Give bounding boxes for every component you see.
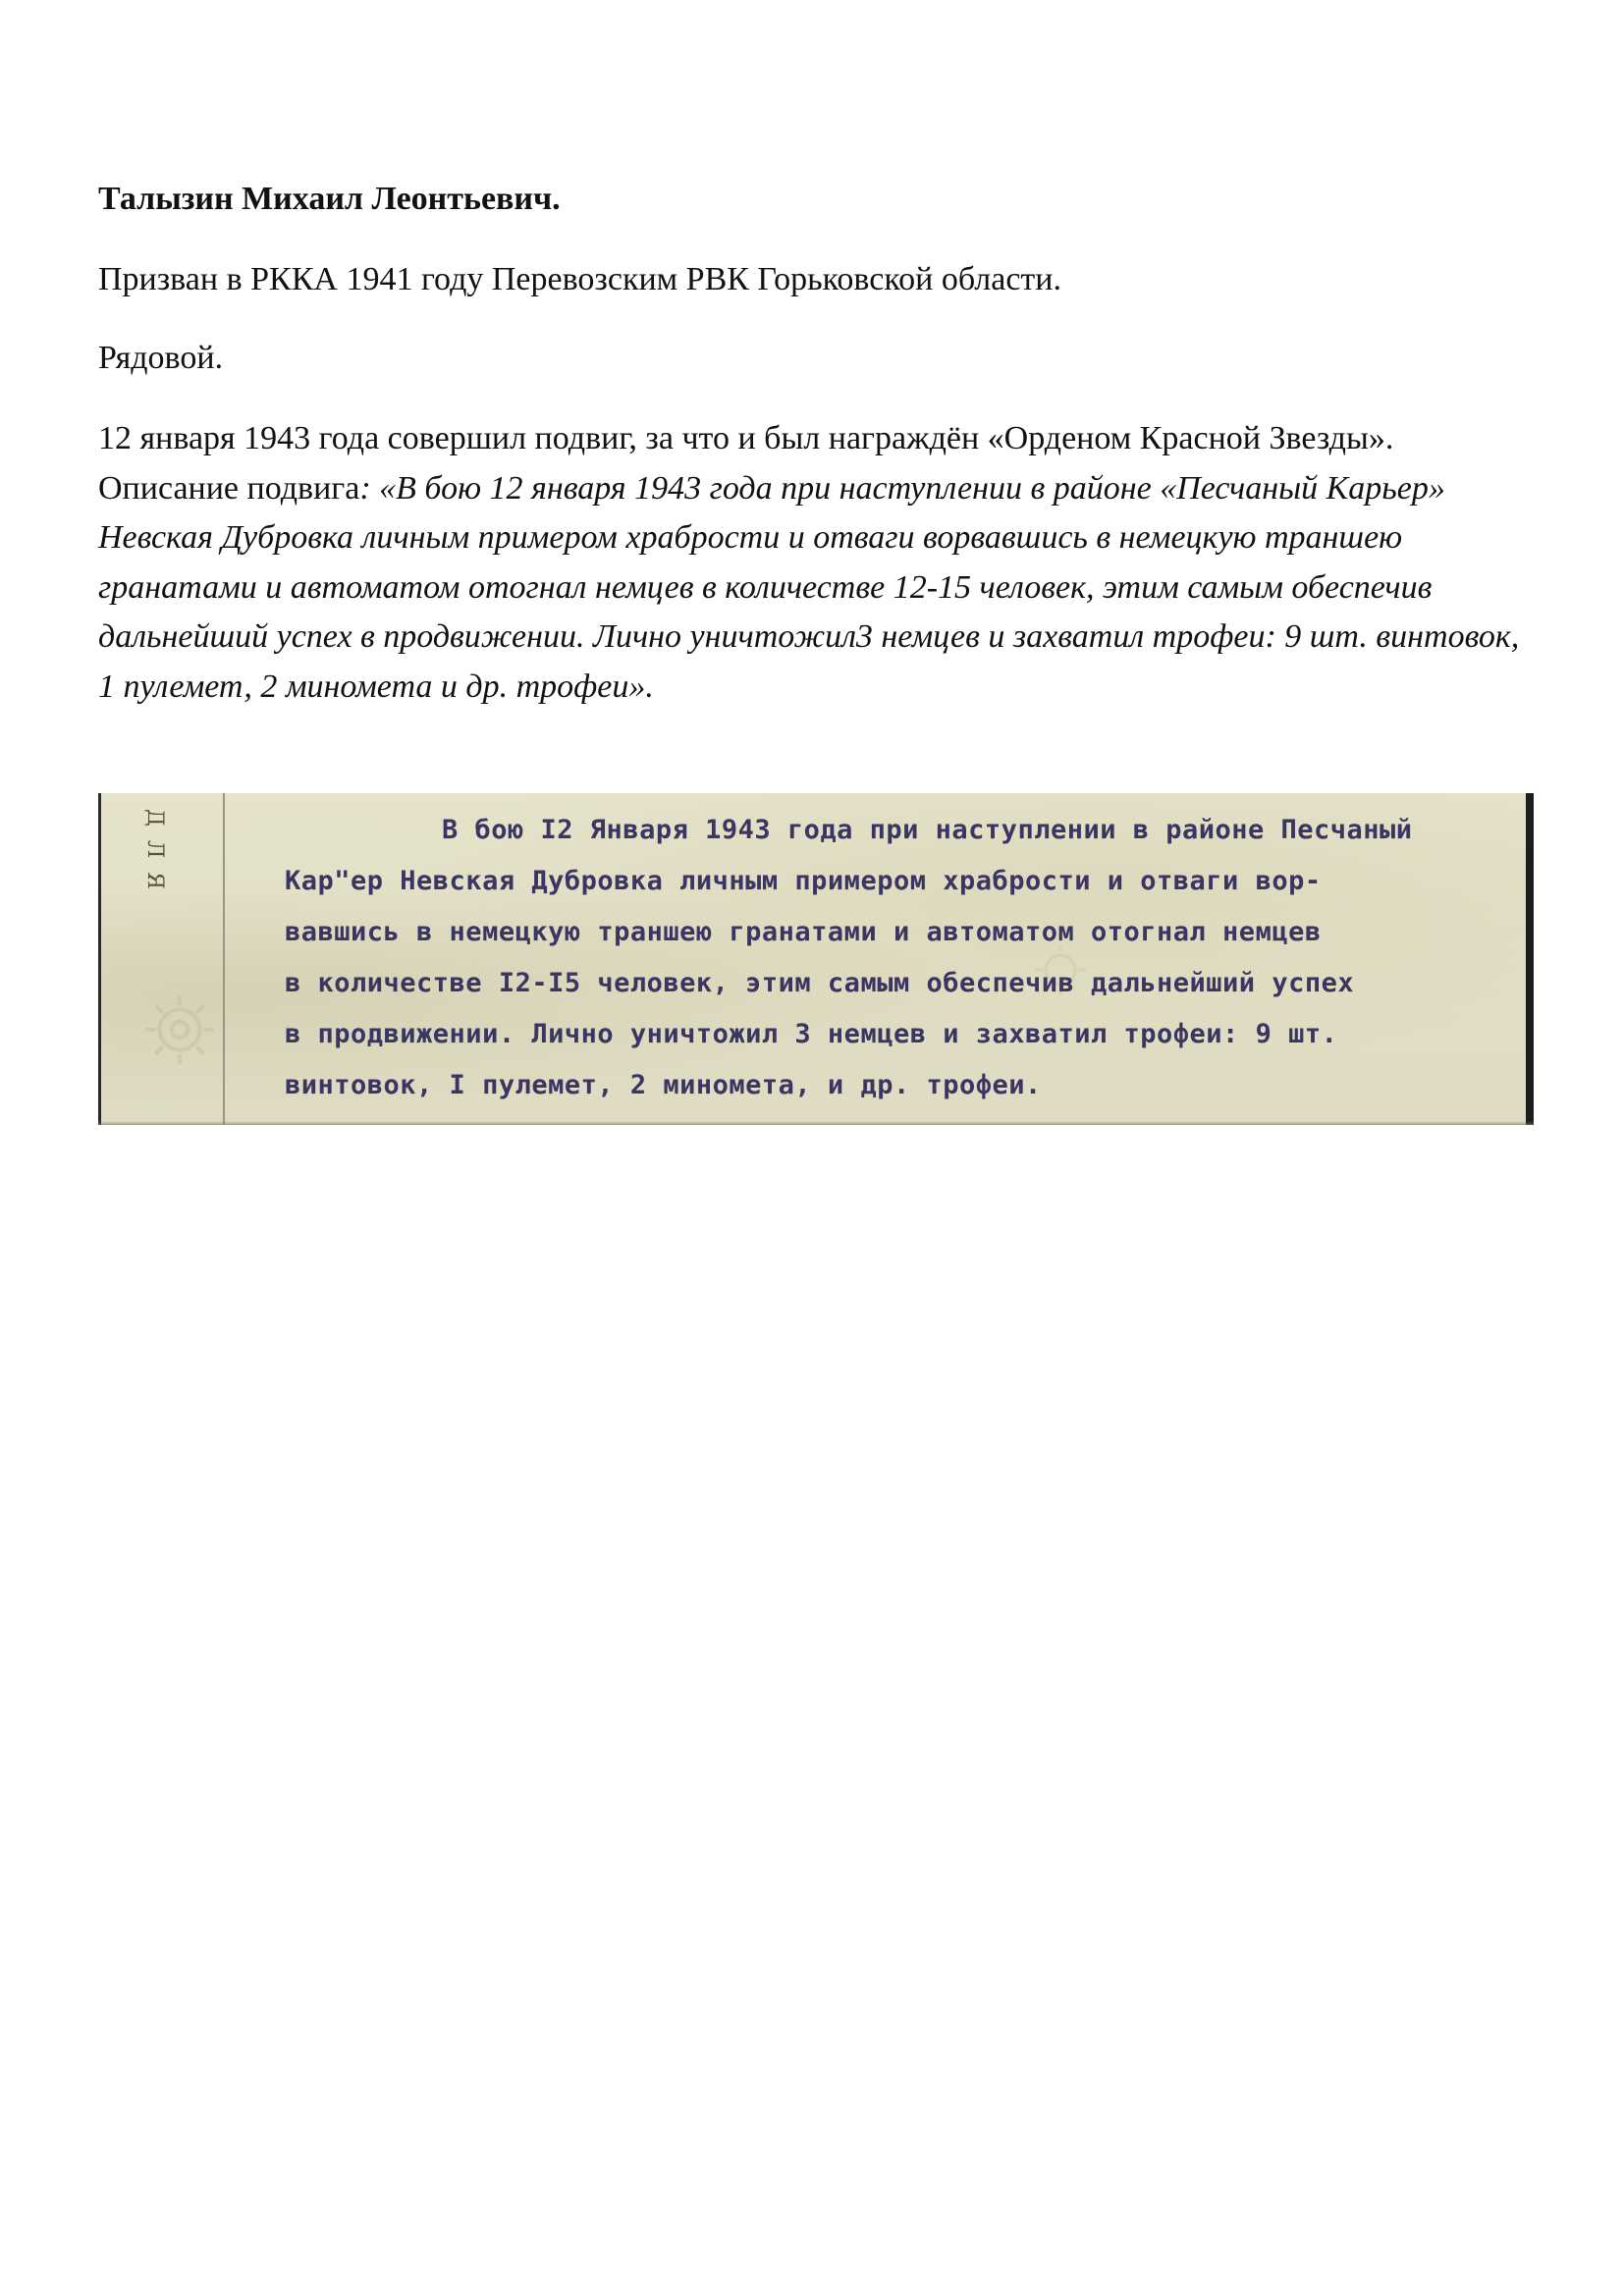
margin-stamp: ДЛЯ — [142, 809, 167, 904]
typed-line: Кар"ер Невская Дубровка личным примером храбрости и отваги вор- — [285, 866, 1322, 896]
typed-line: В бою I2 Января 1943 года при наступлении в районе Песчаный — [442, 815, 1413, 845]
typed-award-text — [285, 805, 1522, 1111]
typed-line: вавшись в немецкую траншею гранатами и автоматом отогнал немцев — [285, 917, 1322, 947]
typed-line: винтовок, I пулемет, 2 миномета, и др. трофеи. — [285, 1070, 1042, 1100]
award-document-scan — [98, 793, 1534, 1125]
feat-intro: 12 января 1943 года совершил подвиг, за что и был награждён «Орденом Красной Звезды». Описание подвига — [98, 420, 1394, 507]
typed-line: в количестве I2-I5 человек, этим самым обеспечив дальнейший успех — [285, 968, 1355, 998]
military-rank: Рядовой. — [98, 340, 224, 376]
typed-line: в продвижении. Лично уничтожил 3 немцев и захватил трофеи: 9 шт. — [285, 1019, 1338, 1049]
feat-quote: «В бою 12 января 1943 года при наступлении в районе «Песчаный Карьер» Невская Дубровка личным примером храбрости и отваги ворвавшись в немецкую траншею гранатами и автоматом отогнал немцев в количестве 12-15 человек, этим самым обеспечив дальнейший успех в продвижении. Лично уничтожил3 немцев и захватил трофеи: 9 шт. винтовок, 1 пулемет, 2 миномета и др. трофеи». — [98, 469, 1520, 705]
scan-right-edge — [1526, 793, 1534, 1125]
watermark-gear-icon — [139, 989, 220, 1070]
feat-description — [98, 414, 1532, 712]
person-name: Талызин Михаил Леонтьевич. — [98, 181, 561, 217]
conscription-info: Призван в РККА 1941 году Перевозским РВК Горьковской области. — [98, 261, 1061, 297]
feat-colon: : — [359, 469, 371, 507]
scan-left-edge — [98, 793, 101, 1125]
scan-margin-divider — [223, 793, 225, 1125]
scan-bottom-edge — [98, 1121, 1534, 1125]
